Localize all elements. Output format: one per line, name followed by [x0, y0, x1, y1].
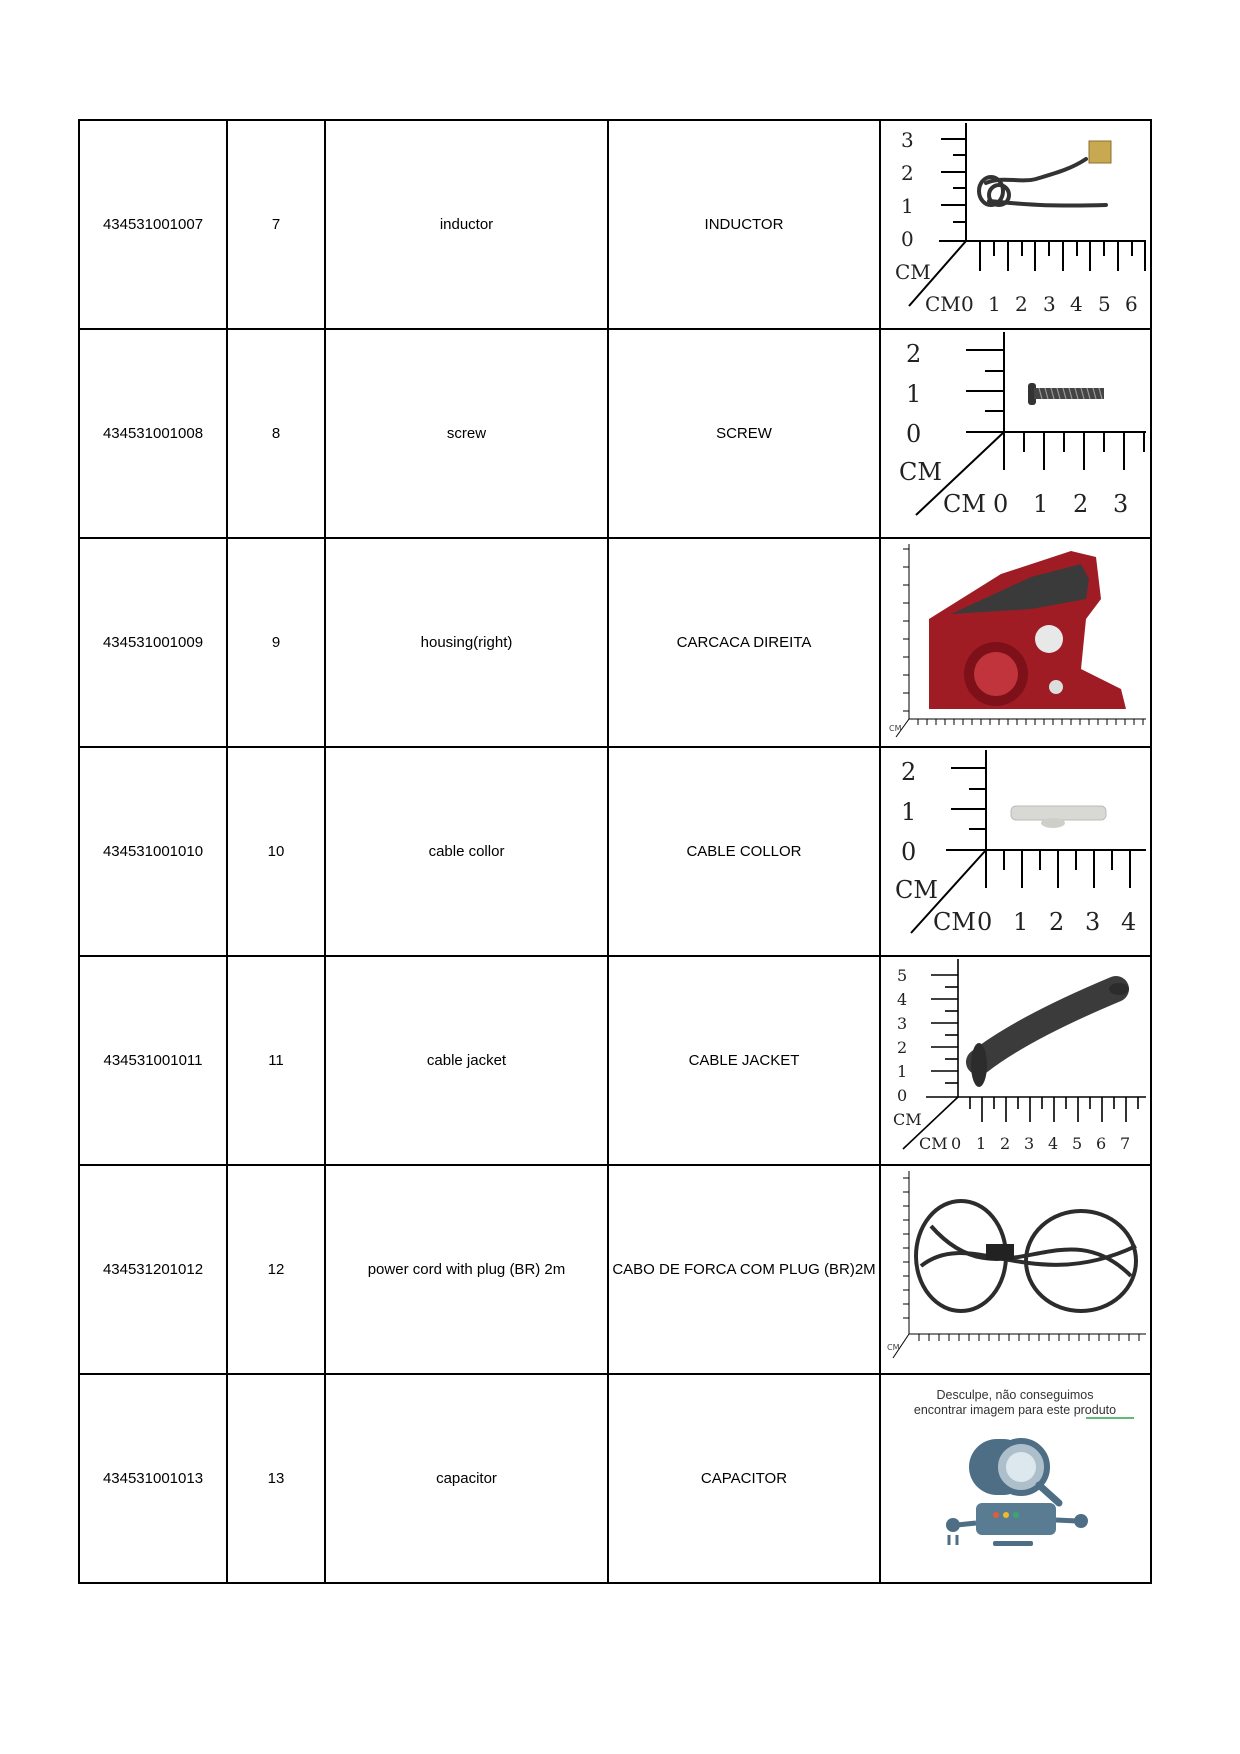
description-english: housing(right) — [325, 538, 608, 747]
unit-label: CM — [919, 1134, 948, 1153]
cable-jacket-shape — [971, 983, 1129, 1087]
horizontal-tick-label: 1 — [1033, 490, 1049, 518]
cable-jacket-photo — [880, 956, 1151, 1165]
description-portuguese: INDUCTOR — [608, 120, 880, 329]
inductor-shape — [979, 159, 1106, 206]
placeholder-line-1: Desculpe, não conseguimos — [936, 1388, 1094, 1402]
unit-label: CM — [887, 1343, 900, 1352]
unit-label: CM — [943, 490, 986, 518]
item-number: 12 — [227, 1165, 325, 1374]
description-english: power cord with plug (BR) 2m — [325, 1165, 608, 1374]
vertical-tick-label: 0 — [906, 420, 922, 448]
item-number: 8 — [227, 329, 325, 538]
scale-ruler — [881, 330, 1150, 537]
item-number: 10 — [227, 747, 325, 956]
part-code: 434531001011 — [79, 956, 227, 1165]
vertical-tick-label: 3 — [897, 1014, 908, 1033]
vertical-tick-label: 1 — [897, 1062, 908, 1081]
vertical-tick-label: 5 — [897, 966, 908, 985]
horizontal-tick-label: 2 — [1049, 908, 1065, 936]
screw-photo — [880, 329, 1151, 538]
unit-label: CM — [895, 260, 931, 284]
unit-label: CM — [895, 876, 938, 904]
part-code: 434531001008 — [79, 329, 227, 538]
scale-ruler — [881, 748, 1150, 955]
horizontal-tick-label: 1 — [988, 292, 1001, 316]
power-cord-photo — [880, 1165, 1151, 1374]
description-english: inductor — [325, 120, 608, 329]
horizontal-tick-label: 3 — [1113, 490, 1129, 518]
description-portuguese: CABO DE FORCA COM PLUG (BR)2M — [608, 1165, 880, 1374]
part-code: 434531201012 — [79, 1165, 227, 1374]
horizontal-tick-label: 6 — [1125, 292, 1138, 316]
description-english: cable collor — [325, 747, 608, 956]
horizontal-tick-label: 0 — [951, 1134, 962, 1153]
robot-magnifier-icon — [946, 1439, 1088, 1546]
cable-collar-photo — [880, 747, 1151, 956]
item-number: 11 — [227, 956, 325, 1165]
unit-label: CM — [899, 458, 942, 486]
table-row — [79, 538, 1151, 747]
vertical-tick-label: 2 — [901, 161, 914, 185]
part-code: 434531001010 — [79, 747, 227, 956]
scale-ruler — [881, 121, 1150, 328]
cable-collar-shape — [1011, 806, 1106, 828]
horizontal-tick-label: 0 — [977, 908, 993, 936]
vertical-tick-label: 2 — [906, 340, 922, 368]
screw-shape — [1028, 383, 1104, 405]
description-portuguese: CAPACITOR — [608, 1374, 880, 1583]
connector-shape — [1089, 141, 1111, 163]
description-portuguese: CABLE COLLOR — [608, 747, 880, 956]
description-english: capacitor — [325, 1374, 608, 1583]
horizontal-tick-label: 5 — [1098, 292, 1111, 316]
description-portuguese: SCREW — [608, 329, 880, 538]
parts-table — [78, 119, 1152, 1584]
unit-label: CM — [933, 908, 976, 936]
vertical-tick-label: 2 — [897, 1038, 908, 1057]
horizontal-tick-label: 1 — [976, 1134, 987, 1153]
horizontal-tick-label: 6 — [1096, 1134, 1107, 1153]
vertical-tick-label: 3 — [901, 128, 914, 152]
item-number: 13 — [227, 1374, 325, 1583]
scale-ruler — [881, 539, 1150, 746]
housing-shape — [929, 551, 1126, 709]
horizontal-tick-label: 0 — [993, 490, 1009, 518]
vertical-tick-label: 0 — [897, 1086, 908, 1105]
horizontal-tick-label: 7 — [1120, 1134, 1131, 1153]
horizontal-tick-label: 2 — [1015, 292, 1028, 316]
horizontal-tick-label: 4 — [1048, 1134, 1059, 1153]
horizontal-tick-label: 1 — [1013, 908, 1029, 936]
unit-label: CM — [889, 724, 902, 733]
unit-label: CM — [925, 292, 961, 316]
table-row — [79, 329, 1151, 538]
vertical-tick-label: 0 — [901, 227, 914, 251]
plug-shape — [986, 1244, 1014, 1260]
horizontal-tick-label: 0 — [961, 292, 974, 316]
table-row — [79, 956, 1151, 1165]
unit-label: CM — [893, 1110, 922, 1129]
vertical-tick-label: 0 — [901, 838, 917, 866]
table-row — [79, 747, 1151, 956]
horizontal-tick-label: 2 — [1073, 490, 1089, 518]
horizontal-tick-label: 3 — [1024, 1134, 1035, 1153]
description-portuguese: CARCACA DIREITA — [608, 538, 880, 747]
part-code: 434531001013 — [79, 1374, 227, 1583]
table-row — [79, 1374, 1151, 1583]
horizontal-tick-label: 4 — [1070, 292, 1083, 316]
item-number: 9 — [227, 538, 325, 747]
horizontal-tick-label: 4 — [1121, 908, 1137, 936]
table-row — [79, 1165, 1151, 1374]
vertical-tick-label: 4 — [897, 990, 908, 1009]
power-cord-shape — [916, 1201, 1136, 1311]
description-english: cable jacket — [325, 956, 608, 1165]
vertical-tick-label: 2 — [901, 758, 917, 786]
description-english: screw — [325, 329, 608, 538]
horizontal-tick-label: 5 — [1072, 1134, 1083, 1153]
item-number: 7 — [227, 120, 325, 329]
no-image-placeholder — [880, 1374, 1151, 1583]
scale-ruler — [881, 957, 1150, 1164]
vertical-tick-label: 1 — [901, 194, 914, 218]
inductor-photo — [880, 120, 1151, 329]
horizontal-tick-label: 3 — [1085, 908, 1101, 936]
placeholder-line-2: encontrar imagem para este produto — [913, 1403, 1117, 1417]
scale-ruler — [881, 1166, 1150, 1373]
part-code: 434531001009 — [79, 538, 227, 747]
description-portuguese: CABLE JACKET — [608, 956, 880, 1165]
housing-photo — [880, 538, 1151, 747]
part-code: 434531001007 — [79, 120, 227, 329]
table-row — [79, 120, 1151, 329]
vertical-tick-label: 1 — [901, 798, 917, 826]
horizontal-tick-label: 2 — [1000, 1134, 1011, 1153]
horizontal-tick-label: 3 — [1043, 292, 1056, 316]
vertical-tick-label: 1 — [906, 380, 922, 408]
